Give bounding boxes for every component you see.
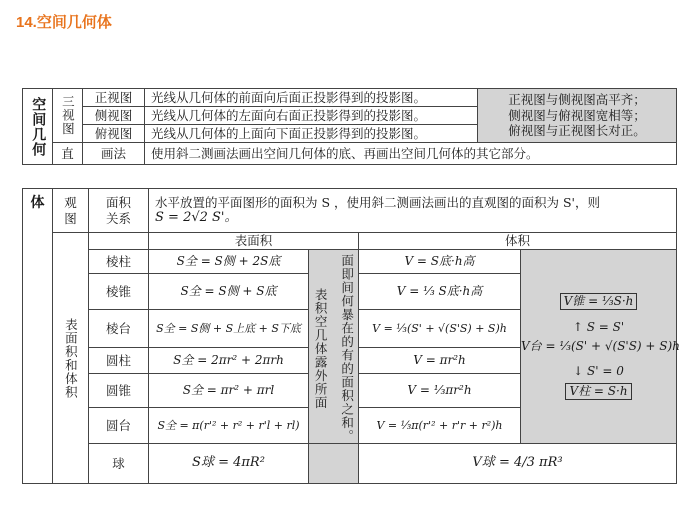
view-name: 正视图: [83, 89, 145, 107]
surface-formula: S全 = πr² + πrl: [149, 374, 309, 408]
volume-formula: V = ⅓(S' + √(S'S) + S)h: [359, 310, 521, 348]
volume-formula: V = ⅓π(r'² + r'r + r²)h: [359, 408, 521, 444]
views-table: [22, 88, 677, 165]
ball-surface-formula: S球 = 4πR²: [149, 444, 309, 484]
solid-name: 圆锥: [89, 374, 149, 408]
ball-volume-formula: V球 = 4/3 πR³: [359, 444, 677, 484]
surface-formula: S全 = S侧 + 2S底: [149, 250, 309, 274]
views-side-label: 空间几何: [23, 89, 53, 165]
volume-formula: V = ⅓ S底·h高: [359, 274, 521, 310]
volume-formula: V = S底·h高: [359, 250, 521, 274]
view-name: 侧视图: [83, 107, 145, 125]
area-rel-desc: 水平放置的平面图形的面积为 S ，使用斜二测画法画出的直观图的面积为 S'，则 S = 2√2 S'。: [149, 189, 677, 233]
view-rules: 正视图与侧视图高平齐； 侧视图与俯视图宽相等； 俯视图与正视图长对正。: [478, 89, 677, 143]
col-surface: 表面积: [149, 233, 359, 250]
surface-formula: S全 = 2πr² + 2πrh: [149, 348, 309, 374]
prism-volume: V柱 = S·h: [565, 383, 631, 400]
middle-note: 表积空几体露外所面 面即间何暴在的有的面积之和。: [309, 250, 359, 444]
sanshi-label: 三视图: [53, 89, 83, 143]
view-desc: 光线从几何体的前面向后面正投影得到的投影图。: [145, 89, 478, 107]
surface-formula: S全 = π(r'² + r² + r'l + rl): [149, 408, 309, 444]
view-name: 俯视图: [83, 125, 145, 143]
guantu-label: 观图: [53, 189, 89, 233]
surface-formula: S全 = S侧 + S上底 + S下底: [149, 310, 309, 348]
group-label: 表面积和体积: [53, 233, 89, 484]
solid-name: 棱台: [89, 310, 149, 348]
middle-note-bottom: [309, 444, 359, 484]
zhi-label: 直: [53, 143, 83, 165]
page-heading: 14.空间几何体: [16, 14, 112, 31]
solid-name: 棱锥: [89, 274, 149, 310]
volume-relation: V锥 = ⅓S·h ↑ S = S' V台 = ⅓(S' + √(S'S) + S)h ↓ S' = 0 V柱 = S·h: [521, 250, 677, 444]
blank-header: [89, 233, 149, 250]
solids-side-label: 体: [23, 189, 53, 484]
pyramid-volume: V锥 = ⅓S·h: [560, 293, 638, 310]
surface-formula: S全 = S侧 + S底: [149, 274, 309, 310]
volume-formula: V = ⅓πr²h: [359, 374, 521, 408]
volume-formula: V = πr²h: [359, 348, 521, 374]
col-volume: 体积: [359, 233, 677, 250]
solid-name: 圆台: [89, 408, 149, 444]
solids-table: [22, 188, 680, 484]
solid-name: 棱柱: [89, 250, 149, 274]
frustum-volume: V台 = ⅓(S' + √(S'S) + S)h: [521, 339, 680, 353]
view-desc: 光线从几何体的上面向下面正投影得到的投影图。: [145, 125, 478, 143]
view-desc: 光线从几何体的左面向右面正投影得到的投影图。: [145, 107, 478, 125]
solid-name: 球: [89, 444, 149, 484]
area-rel-label: 面积关系: [89, 189, 149, 233]
huafa-label: 画法: [83, 143, 145, 165]
solid-name: 圆柱: [89, 348, 149, 374]
huafa-desc: 使用斜二测画法画出空间几何体的底、再画出空间几何体的其它部分。: [145, 143, 677, 165]
